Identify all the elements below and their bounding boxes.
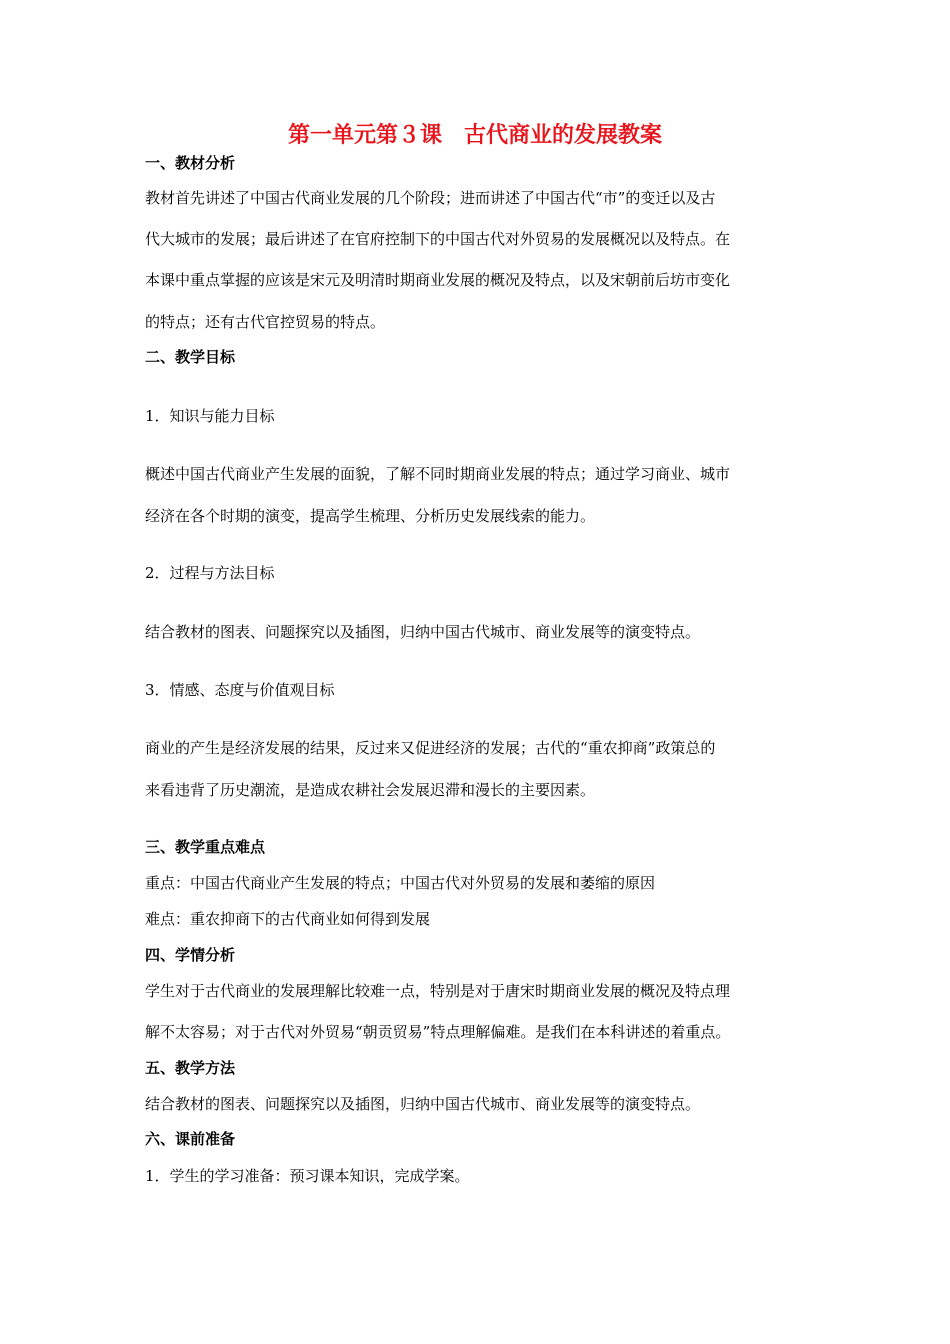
document-title: 第一单元第３课 古代商业的发展教案 (287, 123, 662, 148)
subheading-line: 3．情感、态度与价值观目标 (145, 681, 335, 699)
paragraph-line: 经济在各个时期的演变，提高学生梳理、分析历史发展线索的能力。 (145, 507, 596, 525)
paragraph-line: 难点：重农抑商下的古代商业如何得到发展 (145, 910, 431, 928)
paragraph-line: 学生对于古代商业的发展理解比较难一点，特别是对于唐宋时期商业发展的概况及特点理 (145, 982, 731, 1000)
paragraph-line: 概述中国古代商业产生发展的面貌，了解不同时期商业发展的特点；通过学习商业、城市 (145, 465, 731, 483)
section-heading-4: 四、学情分析 (145, 946, 236, 964)
paragraph-line: 解不太容易；对于古代对外贸易“朝贡贸易”特点理解偏难。是我们在本科讲述的着重点。 (145, 1023, 731, 1041)
section-heading-2: 二、教学目标 (145, 348, 236, 366)
subheading-line: 1．知识与能力目标 (145, 407, 275, 425)
section-heading-6: 六、课前准备 (145, 1130, 236, 1148)
paragraph-line: 结合教材的图表、问题探究以及插图，归纳中国古代城市、商业发展等的演变特点。 (145, 1095, 701, 1113)
paragraph-line: 商业的产生是经济发展的结果，反过来又促进经济的发展；古代的“重农抑商”政策总的 (145, 739, 716, 757)
subheading-line: 2．过程与方法目标 (145, 564, 275, 582)
paragraph-line: 的特点；还有古代官控贸易的特点。 (145, 313, 386, 331)
paragraph-line: 1．学生的学习准备：预习课本知识，完成学案。 (145, 1167, 470, 1185)
paragraph-line: 结合教材的图表、问题探究以及插图，归纳中国古代城市、商业发展等的演变特点。 (145, 623, 701, 641)
section-heading-3: 三、教学重点难点 (145, 838, 266, 856)
section-heading-5: 五、教学方法 (145, 1059, 236, 1077)
paragraph-line: 教材首先讲述了中国古代商业发展的几个阶段；进而讲述了中国古代“市”的变迁以及古 (145, 189, 716, 207)
paragraph-line: 本课中重点掌握的应该是宋元及明清时期商业发展的概况及特点，以及宋朝前后坊市变化 (145, 271, 731, 289)
paragraph-line: 来看违背了历史潮流，是造成农耕社会发展迟滞和漫长的主要因素。 (145, 781, 596, 799)
paragraph-line: 代大城市的发展；最后讲述了在官府控制下的中国古代对外贸易的发展概况以及特点。在 (145, 230, 731, 248)
section-heading-1: 一、教材分析 (145, 154, 236, 172)
paragraph-line: 重点：中国古代商业产生发展的特点；中国古代对外贸易的发展和萎缩的原因 (145, 874, 656, 892)
